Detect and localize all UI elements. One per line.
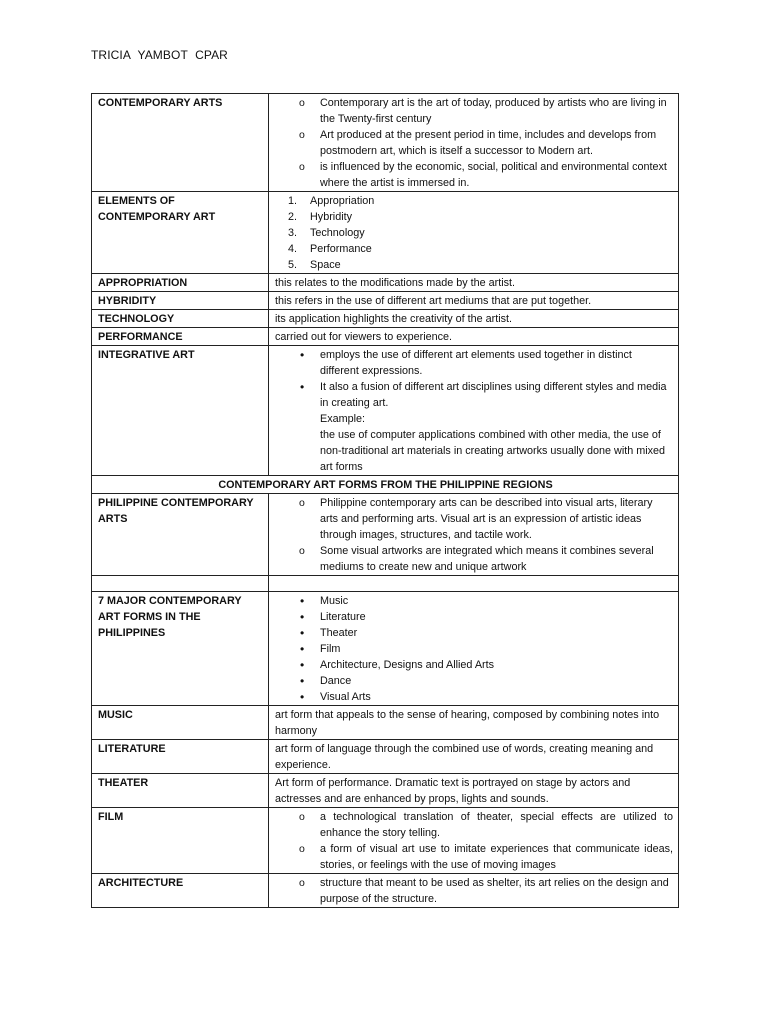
table-row: [92, 476, 679, 494]
list-item: • Literature: [275, 609, 673, 625]
list-item: Performance: [310, 243, 372, 255]
table-row-empty: [92, 576, 679, 592]
document-header: TRICIA YAMBOT CPAR: [91, 48, 228, 62]
row-label: TECHNOLOGY: [92, 310, 269, 328]
example-label: Example:: [320, 413, 366, 425]
row-label: APPROPRIATION: [92, 274, 269, 292]
list-item: • Dance: [275, 673, 673, 689]
row-value: art form that appeals to the sense of hearing, composed by combining notes into harmony: [269, 706, 679, 740]
table-row: [92, 874, 679, 908]
list-item: Appropriation: [310, 195, 375, 207]
row-label: ARCHITECTURE: [92, 874, 269, 908]
row-value: its application highlights the creativity of the artist.: [269, 310, 679, 328]
list-item: Hybridity: [310, 211, 352, 223]
table-row: [92, 774, 679, 808]
row-label: THEATER: [92, 774, 269, 808]
row-label: 7 MAJOR CONTEMPORARY ART FORMS IN THE PHILIPPINES: [92, 592, 269, 706]
table-row: [92, 274, 679, 292]
list-item: o a technological translation of theater, special effects are utilized to enhance the story telling.: [275, 809, 673, 841]
list-item: o is influenced by the economic, social, political and environmental context where the artist is immersed in.: [275, 159, 673, 191]
list-item: o Art produced at the present period in time, includes and develops from postmodern art, which is itself a successor to Modern art.: [275, 127, 673, 159]
list-item: • Architecture, Designs and Allied Arts: [275, 657, 673, 673]
row-label: ELEMENTS OF CONTEMPORARY ART: [92, 192, 269, 274]
list-item: Space: [310, 259, 341, 271]
row-value: carried out for viewers to experience.: [269, 328, 679, 346]
row-value: this relates to the modifications made by the artist.: [269, 274, 679, 292]
list-item: o a form of visual art use to imitate experiences that communicate ideas, stories, or feelings with the use of moving images: [275, 841, 673, 873]
table-row: [92, 94, 679, 192]
row-label: HYBRIDITY: [92, 292, 269, 310]
table-row: [92, 292, 679, 310]
list-item: o Philippine contemporary arts can be described into visual arts, literary arts and performing arts. Visual art is an expression of artistic ideas through images, structures, and tactile work.: [275, 495, 673, 543]
list-item: • Visual Arts: [275, 689, 673, 705]
table-row: [92, 494, 679, 576]
example-text: the use of computer applications combined with other media, the use of non-traditional art materials in creating artworks usually done with mixed art forms: [320, 429, 666, 473]
table-row: [92, 592, 679, 706]
list-item: • Music: [275, 593, 673, 609]
row-value: art form of language through the combined use of words, creating meaning and experience.: [269, 740, 679, 774]
list-item: o Contemporary art is the art of today, produced by artists who are living in the Twenty-first century: [275, 95, 673, 127]
row-label: INTEGRATIVE ART: [92, 346, 269, 476]
section-title: CONTEMPORARY ART FORMS FROM THE PHILIPPINE REGIONS: [92, 476, 679, 494]
row-label: MUSIC: [92, 706, 269, 740]
table-row: [92, 740, 679, 774]
row-label: PHILIPPINE CONTEMPORARY ARTS: [92, 494, 269, 576]
list-item: • employs the use of different art elements used together in distinct different expressions.: [275, 347, 673, 379]
list-item: o structure that meant to be used as shelter, its art relies on the design and purpose of the structure.: [275, 875, 673, 907]
table-row: [92, 310, 679, 328]
row-label: PERFORMANCE: [92, 328, 269, 346]
table-row: [92, 328, 679, 346]
list-item: • It also a fusion of different art disciplines using different styles and media in creating art.: [275, 379, 673, 411]
table-row: [92, 192, 679, 274]
table-row: [92, 706, 679, 740]
list-item: • Theater: [275, 625, 673, 641]
row-value: this refers in the use of different art mediums that are put together.: [269, 292, 679, 310]
table-row: [92, 808, 679, 874]
list-item: • Film: [275, 641, 673, 657]
contemporary-arts-table: [91, 93, 679, 908]
row-label: CONTEMPORARY ARTS: [92, 94, 269, 192]
list-item: o Some visual artworks are integrated which means it combines several mediums to create new and unique artwork: [275, 543, 673, 575]
row-label: LITERATURE: [92, 740, 269, 774]
list-item: Technology: [310, 227, 365, 239]
row-value: Art form of performance. Dramatic text is portrayed on stage by actors and actresses and are enhanced by props, lights and sounds.: [269, 774, 679, 808]
table-row: [92, 346, 679, 476]
row-label: FILM: [92, 808, 269, 874]
